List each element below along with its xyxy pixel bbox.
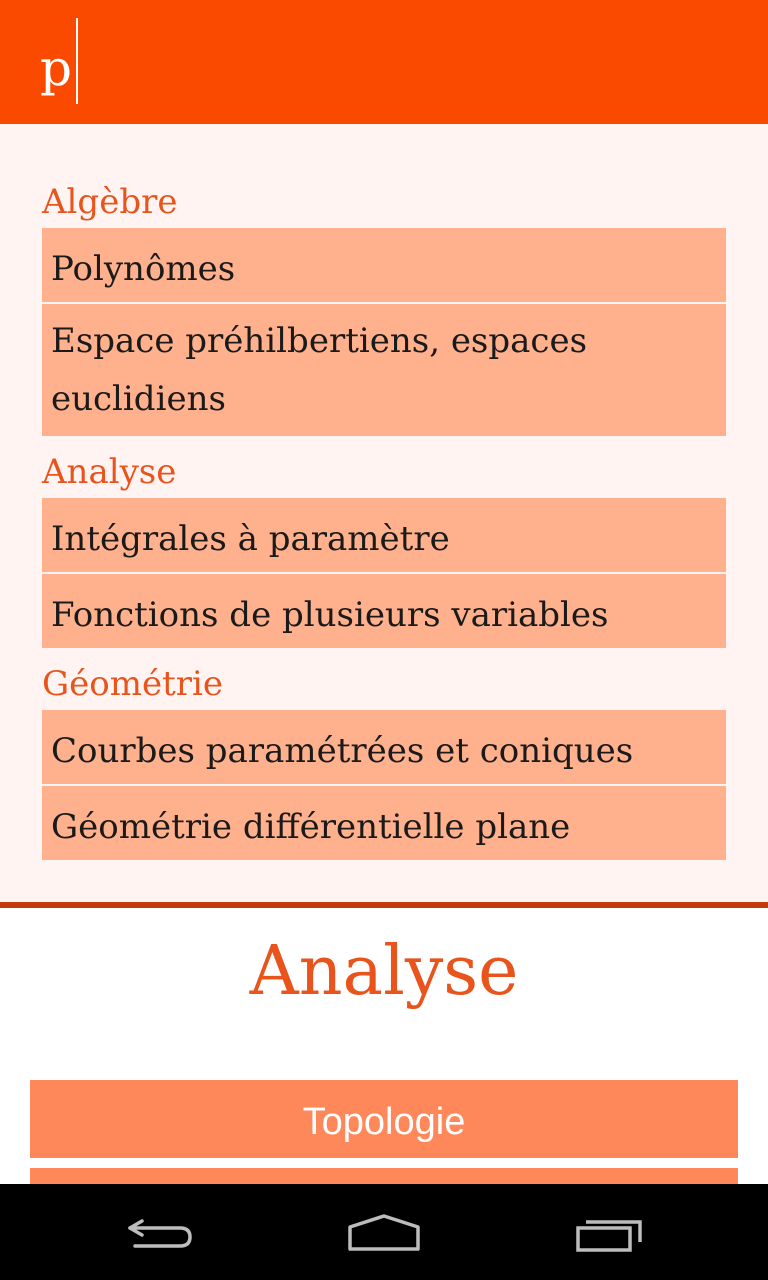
section-title-analyse: Analyse: [42, 452, 177, 492]
recents-icon: [530, 1184, 690, 1280]
text-cursor: [76, 18, 78, 104]
result-item-fonctions-plusieurs-variables[interactable]: Fonctions de plusieurs variables: [42, 574, 726, 648]
back-icon: [80, 1184, 240, 1280]
topic-button-next[interactable]: [30, 1168, 738, 1184]
search-results-panel: [0, 124, 768, 902]
home-icon: [304, 1184, 464, 1280]
system-nav-bar: [0, 1184, 768, 1280]
section-title-algebre: Algèbre: [42, 182, 178, 222]
result-item-courbes-parametrees[interactable]: Courbes paramétrées et coniques: [42, 710, 726, 784]
result-item-espaces-prehilbertiens[interactable]: Espace préhilbertiens, espaces euclidiens: [42, 304, 726, 436]
recents-button[interactable]: [530, 1184, 690, 1280]
result-item-geometrie-differentielle[interactable]: Géométrie différentielle plane: [42, 786, 726, 860]
result-item-polynomes[interactable]: Polynômes: [42, 228, 726, 302]
section-title-geometrie: Géométrie: [42, 664, 224, 704]
page-title: Analyse: [249, 932, 519, 1011]
back-button[interactable]: [80, 1184, 240, 1280]
home-button[interactable]: [304, 1184, 464, 1280]
search-bar: [0, 0, 768, 124]
topic-button-topologie[interactable]: Topologie: [30, 1080, 738, 1158]
search-input[interactable]: [40, 28, 720, 108]
result-item-integrales-parametre[interactable]: Intégrales à paramètre: [42, 498, 726, 572]
